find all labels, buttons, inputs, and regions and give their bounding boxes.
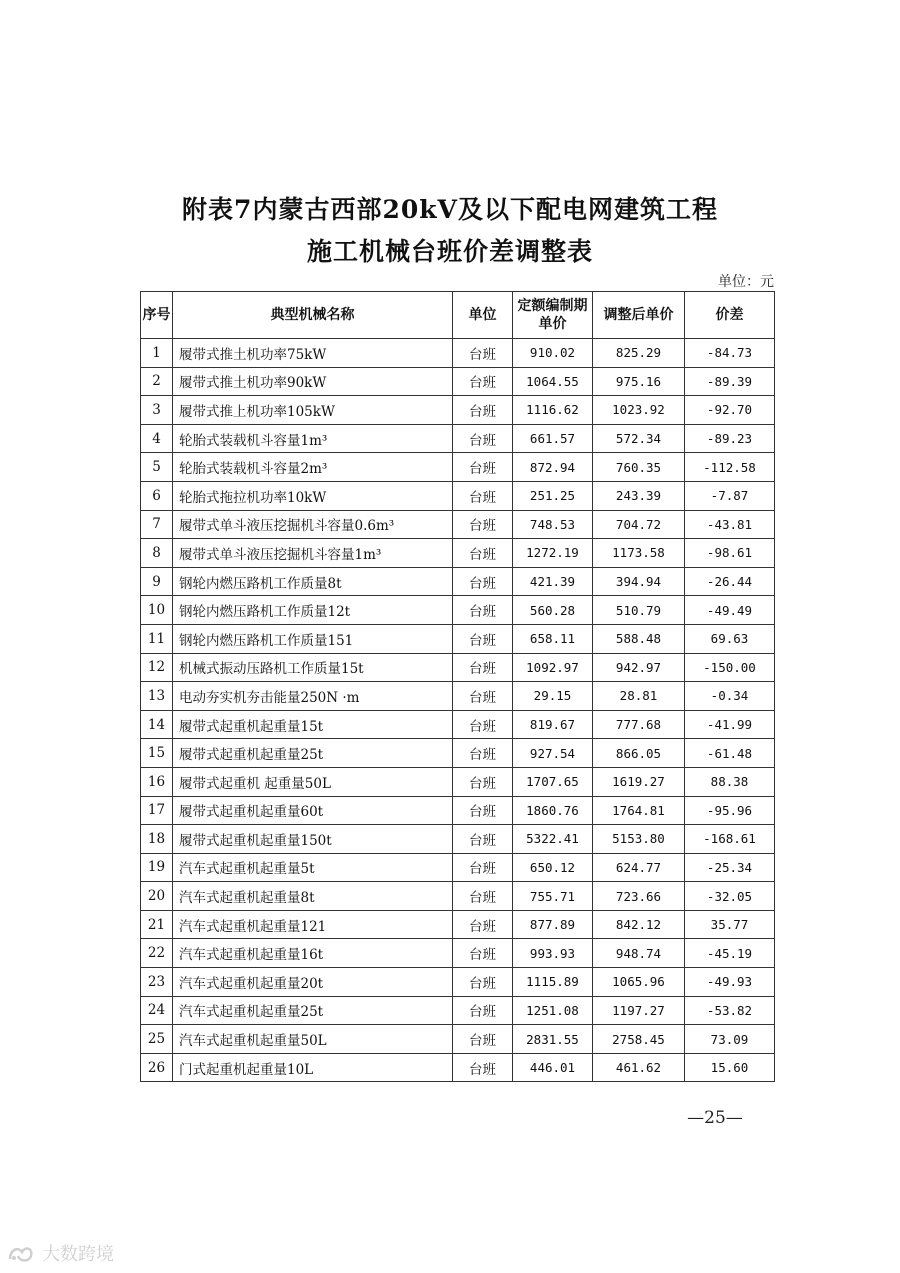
- row-quota-price: 877.89: [513, 910, 593, 939]
- row-difference: -89.39: [685, 367, 775, 396]
- row-quota-price: 560.28: [513, 596, 593, 625]
- table-row: [141, 481, 775, 510]
- row-seq: 11: [141, 624, 173, 653]
- row-seq: 6: [141, 481, 173, 510]
- row-seq: 10: [141, 596, 173, 625]
- table-row: [141, 767, 775, 796]
- row-seq: 25: [141, 1025, 173, 1054]
- watermark-text: 大数跨境: [42, 1244, 114, 1265]
- table-row: [141, 825, 775, 854]
- row-difference: -150.00: [685, 653, 775, 682]
- row-seq: 12: [141, 653, 173, 682]
- row-quota-price: 1860.76: [513, 796, 593, 825]
- row-difference: 73.09: [685, 1025, 775, 1054]
- row-unit: 台班: [453, 882, 513, 911]
- table-header-row: [141, 292, 775, 339]
- page-number: —25—: [687, 1108, 743, 1128]
- row-difference: -41.99: [685, 710, 775, 739]
- row-adjusted-price: 1197.27: [593, 996, 685, 1025]
- row-difference: -0.34: [685, 682, 775, 711]
- row-quota-price: 1115.89: [513, 968, 593, 997]
- row-adjusted-price: 588.48: [593, 624, 685, 653]
- row-unit: 台班: [453, 682, 513, 711]
- row-unit: 台班: [453, 539, 513, 568]
- row-quota-price: 1272.19: [513, 539, 593, 568]
- row-seq: 2: [141, 367, 173, 396]
- row-machine-name: 履带式推土机功率75kW: [173, 339, 453, 368]
- row-unit: 台班: [453, 567, 513, 596]
- row-machine-name: 钢轮内燃压路机工作质量8t: [173, 567, 453, 596]
- row-machine-name: 汽车式起重机起重量5t: [173, 853, 453, 882]
- row-seq: 7: [141, 510, 173, 539]
- table-row: [141, 996, 775, 1025]
- table-row: [141, 968, 775, 997]
- row-seq: 23: [141, 968, 173, 997]
- header-seq: [141, 292, 173, 339]
- price-difference-table: [140, 291, 775, 1082]
- row-quota-price: 251.25: [513, 481, 593, 510]
- row-seq: 3: [141, 396, 173, 425]
- row-machine-name: 履带式起重机 起重量50L: [173, 767, 453, 796]
- table-row: [141, 396, 775, 425]
- row-machine-name: 钢轮内燃压路机工作质量12t: [173, 596, 453, 625]
- row-adjusted-price: 461.62: [593, 1053, 685, 1082]
- table-row: [141, 653, 775, 682]
- row-quota-price: 993.93: [513, 939, 593, 968]
- table-row: [141, 1053, 775, 1082]
- row-machine-name: 汽车式起重机起重量20t: [173, 968, 453, 997]
- table-row: [141, 682, 775, 711]
- row-quota-price: 421.39: [513, 567, 593, 596]
- row-seq: 17: [141, 796, 173, 825]
- row-unit: 台班: [453, 481, 513, 510]
- row-adjusted-price: 942.97: [593, 653, 685, 682]
- row-unit: 台班: [453, 339, 513, 368]
- row-difference: -53.82: [685, 996, 775, 1025]
- header-difference-label: 价差: [715, 307, 744, 323]
- table-row: [141, 539, 775, 568]
- row-machine-name: 汽车式起重机起重量8t: [173, 882, 453, 911]
- row-seq: 14: [141, 710, 173, 739]
- row-machine-name: 汽车式起重机起重量121: [173, 910, 453, 939]
- row-adjusted-price: 777.68: [593, 710, 685, 739]
- header-seq-label: 序号: [142, 307, 171, 323]
- row-seq: 16: [141, 767, 173, 796]
- table-row: [141, 710, 775, 739]
- table-row: [141, 567, 775, 596]
- row-machine-name: 履带式起重机起重量60t: [173, 796, 453, 825]
- row-quota-price: 650.12: [513, 853, 593, 882]
- row-quota-price: 658.11: [513, 624, 593, 653]
- row-unit: 台班: [453, 939, 513, 968]
- row-difference: -25.34: [685, 853, 775, 882]
- row-difference: -95.96: [685, 796, 775, 825]
- row-difference: -84.73: [685, 339, 775, 368]
- row-seq: 1: [141, 339, 173, 368]
- row-difference: -89.23: [685, 424, 775, 453]
- row-seq: 22: [141, 939, 173, 968]
- row-adjusted-price: 5153.80: [593, 825, 685, 854]
- row-adjusted-price: 2758.45: [593, 1025, 685, 1054]
- row-seq: 24: [141, 996, 173, 1025]
- row-quota-price: 1707.65: [513, 767, 593, 796]
- table-row: [141, 453, 775, 482]
- table-row: [141, 510, 775, 539]
- row-machine-name: 履带式起重机起重量150t: [173, 825, 453, 854]
- row-difference: -49.49: [685, 596, 775, 625]
- row-unit: 台班: [453, 710, 513, 739]
- table-row: [141, 424, 775, 453]
- row-difference: 69.63: [685, 624, 775, 653]
- row-machine-name: 汽车式起重机起重量16t: [173, 939, 453, 968]
- row-difference: -45.19: [685, 939, 775, 968]
- row-quota-price: 748.53: [513, 510, 593, 539]
- row-difference: -43.81: [685, 510, 775, 539]
- row-unit: 台班: [453, 996, 513, 1025]
- row-seq: 8: [141, 539, 173, 568]
- row-machine-name: 履带式单斗液压挖掘机斗容量0.6m³: [173, 510, 453, 539]
- row-machine-name: 履带式推土机功率90kW: [173, 367, 453, 396]
- row-difference: -98.61: [685, 539, 775, 568]
- row-quota-price: 5322.41: [513, 825, 593, 854]
- row-unit: 台班: [453, 796, 513, 825]
- row-adjusted-price: 1023.92: [593, 396, 685, 425]
- row-seq: 4: [141, 424, 173, 453]
- row-quota-price: 1116.62: [513, 396, 593, 425]
- header-adjusted-price: [593, 292, 685, 339]
- row-difference: -168.61: [685, 825, 775, 854]
- row-adjusted-price: 572.34: [593, 424, 685, 453]
- row-seq: 21: [141, 910, 173, 939]
- row-quota-price: 819.67: [513, 710, 593, 739]
- table-row: [141, 367, 775, 396]
- row-adjusted-price: 975.16: [593, 367, 685, 396]
- row-seq: 9: [141, 567, 173, 596]
- row-unit: 台班: [453, 739, 513, 768]
- row-difference: -32.05: [685, 882, 775, 911]
- row-adjusted-price: 510.79: [593, 596, 685, 625]
- table-row: [141, 339, 775, 368]
- row-quota-price: 1251.08: [513, 996, 593, 1025]
- header-name: [173, 292, 453, 339]
- table-row: [141, 939, 775, 968]
- row-unit: 台班: [453, 453, 513, 482]
- header-adjusted-price-label: 调整后单价: [603, 307, 674, 323]
- unit-label: 单位：元: [718, 274, 774, 290]
- row-quota-price: 927.54: [513, 739, 593, 768]
- table-row: [141, 624, 775, 653]
- row-machine-name: 履带式起重机起重量15t: [173, 710, 453, 739]
- row-unit: 台班: [453, 596, 513, 625]
- table-row: [141, 796, 775, 825]
- row-difference: -61.48: [685, 739, 775, 768]
- row-difference: -92.70: [685, 396, 775, 425]
- row-adjusted-price: 28.81: [593, 682, 685, 711]
- row-seq: 20: [141, 882, 173, 911]
- row-difference: -26.44: [685, 567, 775, 596]
- row-difference: -7.87: [685, 481, 775, 510]
- row-quota-price: 1064.55: [513, 367, 593, 396]
- row-quota-price: 661.57: [513, 424, 593, 453]
- row-difference: 15.60: [685, 1053, 775, 1082]
- row-machine-name: 门式起重机起重量10L: [173, 1053, 453, 1082]
- document-title-line2: 施工机械台班价差调整表: [306, 237, 593, 266]
- row-seq: 13: [141, 682, 173, 711]
- watermark: [6, 1240, 114, 1266]
- row-adjusted-price: 825.29: [593, 339, 685, 368]
- row-seq: 26: [141, 1053, 173, 1082]
- row-machine-name: 履带式推上机功率105kW: [173, 396, 453, 425]
- row-adjusted-price: 948.74: [593, 939, 685, 968]
- row-adjusted-price: 1173.58: [593, 539, 685, 568]
- row-unit: 台班: [453, 396, 513, 425]
- header-quota-price-label: 定额编制期单价: [517, 298, 588, 332]
- row-machine-name: 轮胎式装载机斗容量1m³: [173, 424, 453, 453]
- row-machine-name: 汽车式起重机起重量25t: [173, 996, 453, 1025]
- row-unit: 台班: [453, 653, 513, 682]
- document-title-line1: 附表7内蒙古西部20kV及以下配电网建筑工程: [182, 195, 718, 224]
- row-adjusted-price: 1619.27: [593, 767, 685, 796]
- row-unit: 台班: [453, 1053, 513, 1082]
- row-machine-name: 钢轮内燃压路机工作质量151: [173, 624, 453, 653]
- table-row: [141, 596, 775, 625]
- row-adjusted-price: 243.39: [593, 481, 685, 510]
- row-adjusted-price: 394.94: [593, 567, 685, 596]
- row-quota-price: 1092.97: [513, 653, 593, 682]
- row-unit: 台班: [453, 510, 513, 539]
- row-seq: 18: [141, 825, 173, 854]
- row-machine-name: 电动夯实机夯击能量250N ·m: [173, 682, 453, 711]
- row-unit: 台班: [453, 624, 513, 653]
- row-adjusted-price: 1065.96: [593, 968, 685, 997]
- row-unit: 台班: [453, 825, 513, 854]
- row-quota-price: 872.94: [513, 453, 593, 482]
- row-machine-name: 履带式起重机起重量25t: [173, 739, 453, 768]
- table-row: [141, 910, 775, 939]
- row-adjusted-price: 866.05: [593, 739, 685, 768]
- row-machine-name: 机械式振动压路机工作质量15t: [173, 653, 453, 682]
- row-seq: 15: [141, 739, 173, 768]
- row-unit: 台班: [453, 853, 513, 882]
- row-adjusted-price: 624.77: [593, 853, 685, 882]
- row-unit: 台班: [453, 424, 513, 453]
- header-name-label: 典型机械名称: [270, 307, 355, 323]
- table-row: [141, 882, 775, 911]
- header-unit: [453, 292, 513, 339]
- row-difference: 35.77: [685, 910, 775, 939]
- row-difference: 88.38: [685, 767, 775, 796]
- row-quota-price: 29.15: [513, 682, 593, 711]
- brand-logo-icon: [6, 1242, 36, 1264]
- header-difference: [685, 292, 775, 339]
- table-body: [141, 339, 775, 1082]
- table-row: [141, 853, 775, 882]
- row-unit: 台班: [453, 910, 513, 939]
- row-seq: 19: [141, 853, 173, 882]
- row-difference: -49.93: [685, 968, 775, 997]
- row-adjusted-price: 1764.81: [593, 796, 685, 825]
- row-machine-name: 汽车式起重机起重量50L: [173, 1025, 453, 1054]
- row-quota-price: 2831.55: [513, 1025, 593, 1054]
- row-adjusted-price: 704.72: [593, 510, 685, 539]
- row-quota-price: 446.01: [513, 1053, 593, 1082]
- row-quota-price: 755.71: [513, 882, 593, 911]
- row-difference: -112.58: [685, 453, 775, 482]
- row-machine-name: 履带式单斗液压挖掘机斗容量1m³: [173, 539, 453, 568]
- header-unit-label: 单位: [468, 307, 497, 323]
- table-row: [141, 739, 775, 768]
- table-row: [141, 1025, 775, 1054]
- row-adjusted-price: 723.66: [593, 882, 685, 911]
- row-machine-name: 轮胎式拖拉机功率10kW: [173, 481, 453, 510]
- row-unit: 台班: [453, 968, 513, 997]
- row-unit: 台班: [453, 767, 513, 796]
- row-adjusted-price: 842.12: [593, 910, 685, 939]
- row-unit: 台班: [453, 1025, 513, 1054]
- row-quota-price: 910.02: [513, 339, 593, 368]
- header-quota-price: [513, 292, 593, 339]
- row-adjusted-price: 760.35: [593, 453, 685, 482]
- row-machine-name: 轮胎式装载机斗容量2m³: [173, 453, 453, 482]
- row-seq: 5: [141, 453, 173, 482]
- row-unit: 台班: [453, 367, 513, 396]
